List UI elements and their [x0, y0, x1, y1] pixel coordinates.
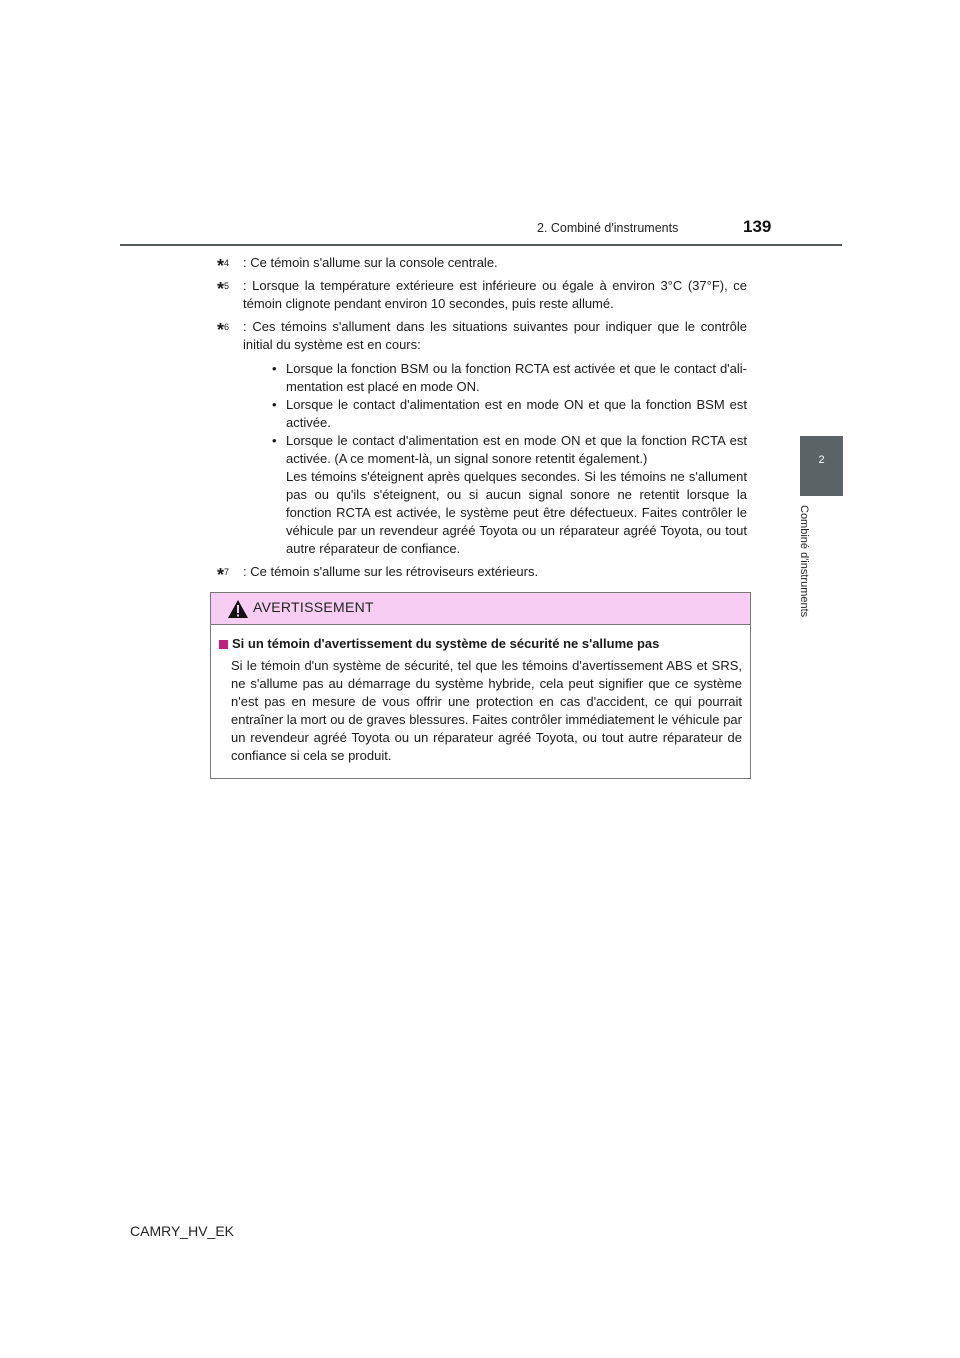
- footnote-number: 6: [224, 322, 230, 332]
- chapter-tab-number: 2: [818, 454, 825, 466]
- warning-subheading: Si un témoin d'avertissement du système de sécurité ne s'allume pas: [219, 635, 742, 653]
- section-title: 2. Combiné d'instruments: [537, 221, 679, 235]
- warning-text: Si le témoin d'un système de sécurité, tel que les témoins d'avertissement ABS et SRS, ne s'allume pas au démarrage du système hybride, cela peut signifier que ce système n'est pas en mesure de vous offrir une protection en cas d'accident, ce qui pourrait entraîner la mort ou de graves blessures. Faites contrôler immédiatement le véhicule par un revendeur agréé Toyota ou un réparateur agréé Toyota, ou tout autre réparateur de confiance si cela se produit.: [231, 658, 742, 763]
- condition-list: [243, 360, 747, 558]
- footnote-star: *: [217, 565, 225, 585]
- chapter-tab-label: Combiné d'instruments: [798, 505, 810, 618]
- footnote-text: : Ce témoin s'allume sur les rétroviseurs extérieurs.: [243, 564, 539, 579]
- footnote-text: : Ces témoins s'allument dans les situations suivantes pour indiquer que le contrôle initial du système est en cours:: [243, 319, 747, 352]
- list-item: • Lorsque la fonction BSM ou la fonction RCTA est activée et que le contact d'ali-mentation est placé en mode ON.: [272, 361, 747, 394]
- footnote-4: [217, 254, 747, 276]
- footnote-text: : Lorsque la température extérieure est inférieure ou égale à environ 3°C (37°F), ce témoin clignote pendant environ 10 secondes, puis reste allumé.: [243, 278, 747, 311]
- footnote-number: 5: [224, 281, 230, 291]
- warning-body: [211, 625, 750, 765]
- footnotes: [217, 254, 747, 586]
- model-code: CAMRY_HV_EK: [130, 1223, 235, 1239]
- list-item-followup: Les témoins s'éteignent après quelques secondes. Si les témoins ne s'allument pas ou qu'ils s'éteignent, ou si aucun signal sonore ne retentit lorsque la fonction RCTA est activée, le système peut être défectueux. Faites contrôler le véhicule par un revendeur agréé Toyota ou un réparateur agréé Toyota, ou tout autre réparateur de confiance.: [286, 469, 747, 556]
- footnote-star: *: [217, 320, 225, 340]
- footnote-text: : Ce témoin s'allume sur la console centrale.: [243, 255, 498, 270]
- footnote-5: [217, 277, 747, 313]
- list-item: • Lorsque le contact d'alimentation est en mode ON et que la fonction BSM est activée.: [272, 397, 747, 430]
- warning-box: [210, 592, 751, 779]
- chapter-tab: [800, 436, 843, 496]
- header-divider: [120, 244, 842, 246]
- footnote-6: [217, 318, 747, 558]
- warning-header: [211, 593, 750, 625]
- footnote-star: *: [217, 256, 225, 276]
- footnote-number: 4: [224, 258, 230, 268]
- footnote-7: [217, 563, 747, 585]
- footnote-star: *: [217, 279, 225, 299]
- warning-title: AVERTISSEMENT: [253, 599, 374, 615]
- list-item: • Lorsque le contact d'alimentation est en mode ON et que la fonction RCTA est activée. (A ce moment-là, un signal sonore retentit également.) Les témoins s'éteignent après quelques secondes. Si les témoins ne s'allument pas ou qu'ils s'éteignent, ou si aucun signal sonore ne retentit lorsque la fonction RCTA est activée, le système peut être défectueux. Faites contrôler le véhicule par un revendeur agréé Toyota ou un réparateur agréé Toyota, ou tout autre réparateur de confiance.: [272, 433, 747, 556]
- footnote-number: 7: [224, 567, 230, 577]
- warning-triangle-icon: [227, 599, 249, 619]
- square-bullet-icon: [219, 640, 228, 649]
- page-number: 139: [743, 217, 772, 236]
